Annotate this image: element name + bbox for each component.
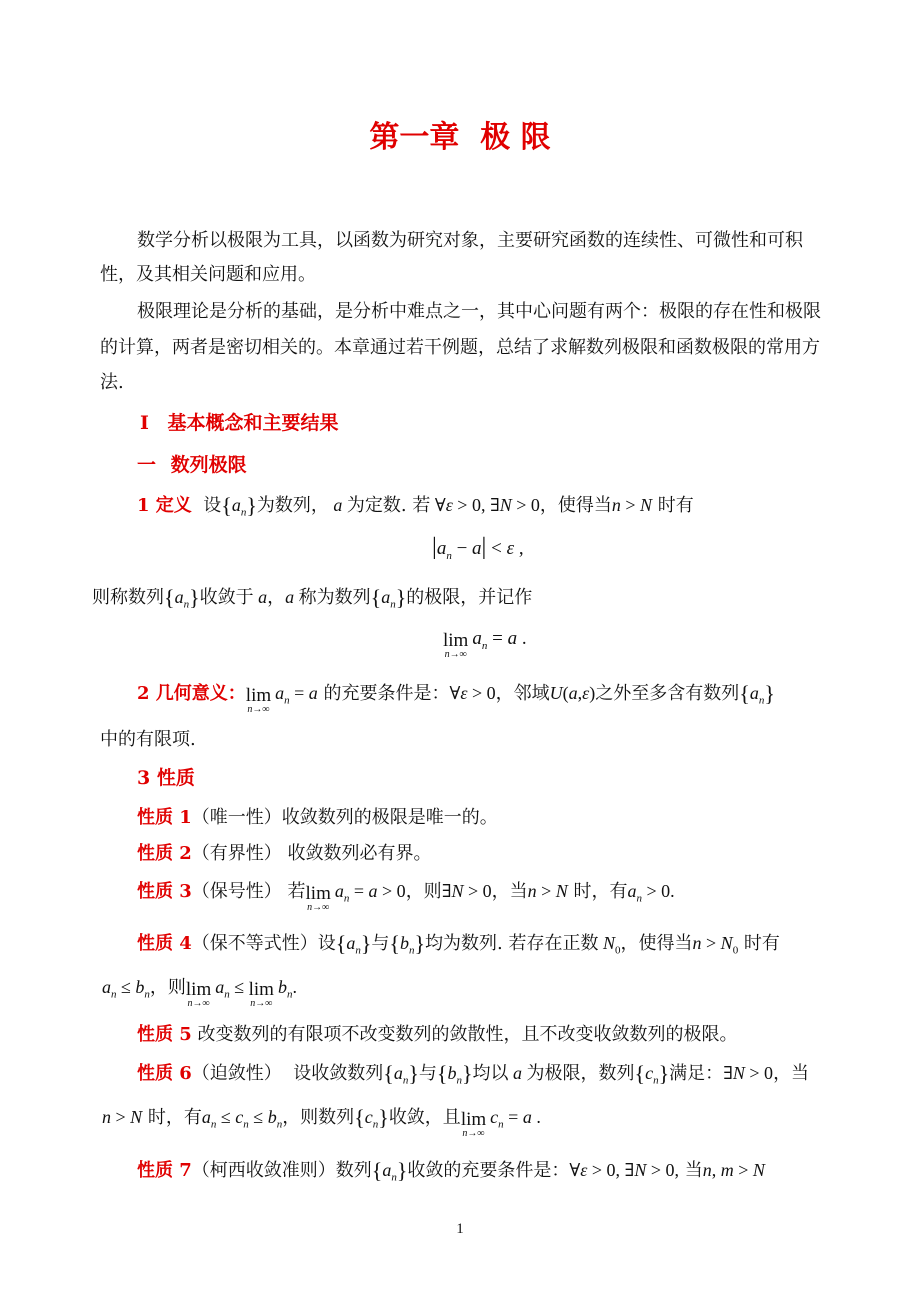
definition-text: ，使得当 (539, 495, 612, 516)
math-exists-N: ∃N > 0 (441, 881, 492, 901)
math-seq-cn: $\{c_n\}$ (634, 1061, 670, 1087)
definition-text: 时有 (657, 495, 694, 516)
math-seq-an: $\{a_n\}$ (164, 585, 200, 611)
property-label: 性质 7 (137, 1160, 192, 1181)
property-text: 收敛数列的极限是唯一的。 (281, 807, 498, 828)
definition-text: 收敛于 (199, 587, 254, 608)
math-seq-bn: $\{b_n\}$ (436, 1061, 473, 1087)
geometric-text: 之外至多含有数列 (595, 683, 740, 704)
property-4-line2 (102, 972, 297, 1011)
property-name: （唯一性） (191, 807, 282, 828)
math-lim-cn-eq-a: lim n→∞ $c_n = a$ . (460, 1107, 541, 1139)
property-label: 性质 3 (137, 881, 192, 902)
properties-heading: 3 性质 (137, 767, 195, 789)
math-neighborhood: U(a,ε) (549, 683, 596, 703)
property-name: （迫敛性） (191, 1063, 282, 1084)
intro-p1-line1: 数学分析以极限为工具，以函数为研究对象，主要研究函数的连续性、可微性和可积 (137, 230, 803, 251)
math-epsilon-N: ∀ε > 0, ∃N > 0 (434, 495, 540, 515)
geometric-line (137, 678, 775, 717)
math-an-gt0: $a_n > 0$. (627, 881, 675, 905)
section-number: Ⅰ (140, 412, 149, 434)
math-an-le-bn: $a_n \le b_n$ (102, 977, 150, 1001)
property-text: 当 (684, 1160, 703, 1181)
math-seq-an: $\{a_n\}$ (371, 1158, 408, 1184)
intro-p2-line2: 的计算，两者是密切相关的。本章通过若干例题，总结了求解数列极限和函数极限的常用方 (100, 337, 820, 358)
math-n-gt-N0: $n > N_0$ (692, 933, 739, 957)
math-a: a (508, 1063, 527, 1083)
subsection-heading (137, 450, 247, 477)
math-seq-an: $\{a_n\}$ (383, 1061, 419, 1087)
math-lim-an-eq-a: lim n→∞ $a_n = a$ . (443, 628, 527, 660)
property-name: （柯西收敛准则） (191, 1160, 336, 1181)
property-3 (137, 876, 675, 915)
property-text: ，则 (405, 881, 442, 902)
property-text: 时，有 (147, 1107, 202, 1128)
property-label: 性质 5 (137, 1024, 192, 1045)
property-text: 满足： (669, 1063, 724, 1084)
property-text: 设收敛数列 (293, 1063, 384, 1084)
math-n-gt-N: n > N (102, 1107, 143, 1127)
math-seq-cn: $\{c_n\}$ (354, 1105, 389, 1131)
property-text: ，当 (491, 881, 528, 902)
definition-line (137, 490, 694, 528)
property-6 (137, 1058, 809, 1096)
property-text: 与 (418, 1063, 437, 1084)
subsection-title: 数列极限 (170, 454, 247, 476)
section-heading (140, 408, 339, 435)
math-lim-an-gt0: lim n→∞ $a_n = a > 0$ (305, 881, 406, 913)
math-a: a (328, 495, 347, 515)
definition-text: 则称数列 (92, 587, 164, 608)
geometric-label: 2 几何意义： (137, 683, 246, 704)
property-text: ，则 (149, 977, 186, 998)
property-name: （有界性） (191, 843, 282, 864)
property-name: （保不等式性） (191, 933, 318, 954)
property-1 (137, 803, 498, 833)
chapter-title: 第一章 极 限 (369, 120, 551, 155)
property-text: 时，有 (573, 881, 628, 902)
math-seq-an: $\{a_n\}$ (335, 931, 372, 957)
property-6-line2 (102, 1102, 541, 1141)
math-abs-an-a-lt-eps: $|a_n - a| < \varepsilon$ , (432, 534, 524, 562)
property-label: 性质 6 (137, 1063, 192, 1084)
section-title: 基本概念和主要结果 (167, 412, 339, 434)
math-n-gt-N: n > N (611, 495, 653, 515)
intro-p2-line3: 法. (100, 372, 124, 393)
math-seq-an: $\{a_n\}$ (221, 493, 257, 519)
definition-text: 为定数. 若 (346, 495, 431, 516)
definition-text: 称为数列 (298, 587, 371, 608)
property-text: 设 (317, 933, 336, 954)
math-lim-an-eq-a: lim n→∞ $a_n = a$ (245, 683, 318, 715)
property-text: 数列 (335, 1160, 372, 1181)
math-seq-bn: $\{b_n\}$ (389, 931, 426, 957)
property-4 (137, 928, 780, 966)
math-forall-eps: ∀ε > 0 (449, 683, 496, 703)
property-text: 时有 (743, 933, 780, 954)
definition-line2: 则称数列$\{a_n\}$收敛于 a，a 称为数列$\{a_n\}$的极限，并记作 (92, 585, 533, 611)
property-label: 性质 1 (137, 807, 192, 828)
definition-text: 设 (203, 495, 222, 516)
property-name: （保号性） (191, 881, 282, 902)
property-5 (137, 1020, 738, 1050)
page-number: 1 (456, 1221, 464, 1237)
property-7 (137, 1155, 765, 1193)
intro-p1-line2: 性，及其相关问题和应用。 (100, 264, 316, 285)
property-text: ，当 (773, 1063, 810, 1084)
property-label: 性质 2 (137, 843, 192, 864)
definition-label: 1 定义 (137, 495, 192, 516)
property-text: 与 (371, 933, 390, 954)
property-text: ，使得当 (620, 933, 693, 954)
property-text: 均以 (472, 1063, 509, 1084)
definition-text: 的极限，并记作 (406, 587, 533, 608)
property-text: 收敛，且 (388, 1107, 461, 1128)
property-text: 若 (287, 881, 306, 902)
math-lim-an-le-lim-bn: lim n→∞ $a_n$ ≤ lim n→∞ $b_n$. (185, 977, 297, 1009)
math-a: a (253, 587, 268, 607)
geometric-text: 的充要条件是： (323, 683, 450, 704)
math-seq-an: $\{a_n\}$ (739, 681, 775, 707)
math-squeeze-ineq: $a_n \le c_n \le b_n$ (201, 1107, 283, 1131)
math-a: a (285, 587, 299, 607)
math-exists-N: ∃N > 0 (723, 1063, 774, 1083)
property-text: ，则数列 (282, 1107, 355, 1128)
geometric-text: ，邻域 (495, 683, 550, 704)
property-label: 性质 4 (137, 933, 192, 954)
math-seq-an: $\{a_n\}$ (370, 585, 407, 611)
math-nm-gt-N: n, m > N (702, 1160, 765, 1180)
definition-text: 为数列， (256, 495, 329, 516)
property-text: 均为数列. 若存在正数 (425, 933, 599, 954)
property-2 (137, 839, 432, 869)
math-cauchy-cond: ∀ε > 0, ∃N > 0, (569, 1160, 679, 1180)
property-text: 改变数列的有限项不改变数列的敛散性，且不改变收敛数列的极限。 (197, 1024, 738, 1045)
intro-p2-line1: 极限理论是分析的基础，是分析中难点之一，其中心问题有两个：极限的存在性和极限 (137, 301, 821, 322)
geometric-line2: 中的有限项. (100, 729, 196, 750)
subsection-number: 一 (137, 454, 157, 476)
math-n-gt-N: n > N (527, 881, 568, 901)
property-text: 收敛数列必有界。 (287, 843, 432, 864)
math-N0: $N_0$ (598, 933, 621, 957)
property-text: 为极限，数列 (526, 1063, 635, 1084)
property-text: 收敛的充要条件是： (407, 1160, 570, 1181)
